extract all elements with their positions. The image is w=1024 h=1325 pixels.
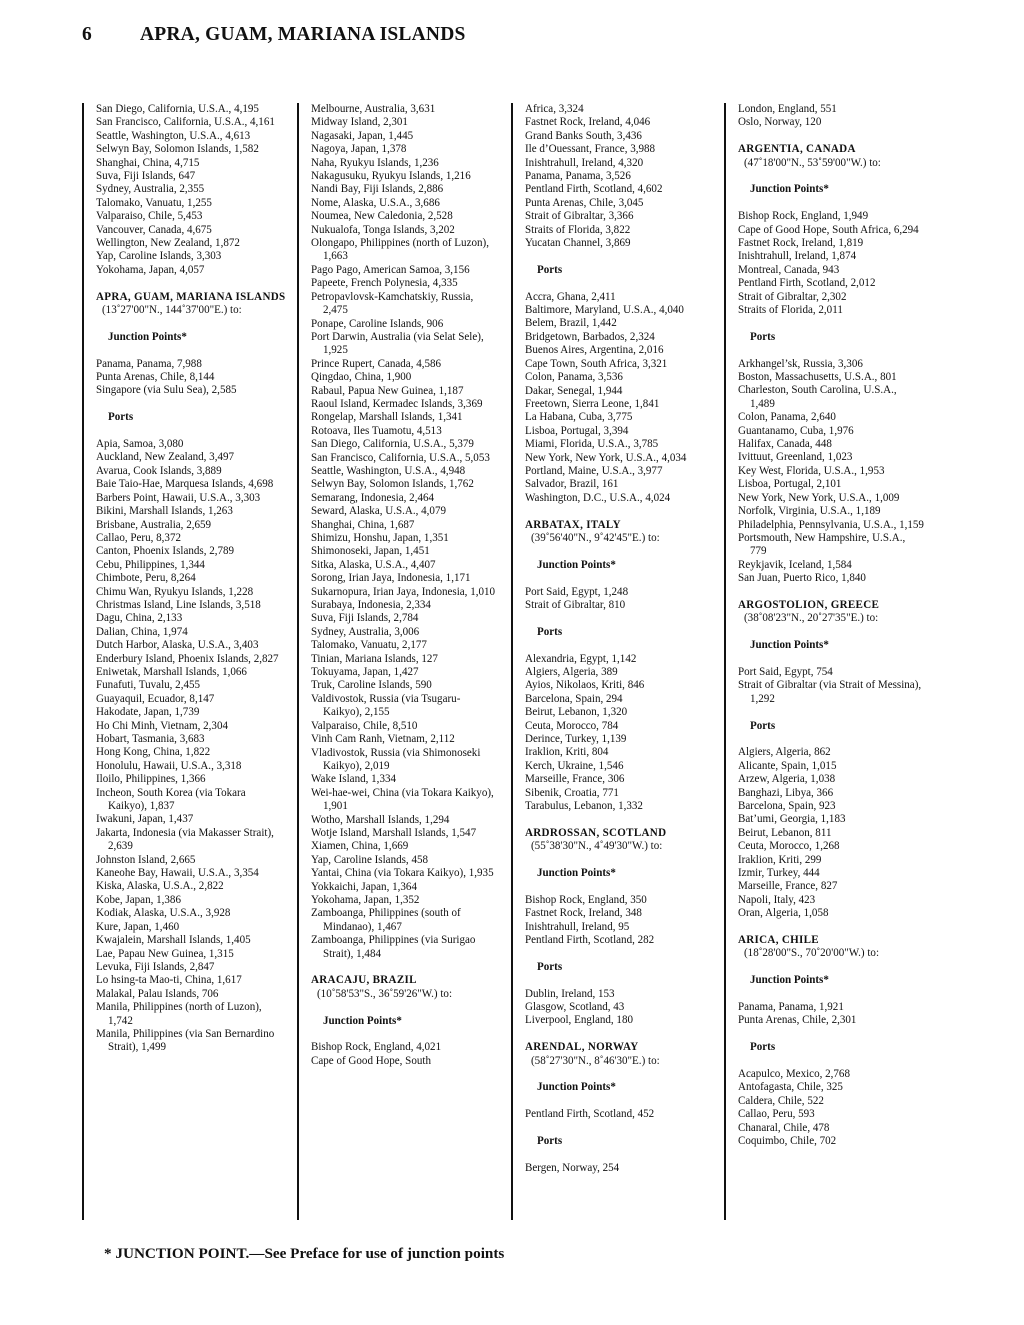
distance-entry: Sibenik, Croatia, 771 bbox=[525, 786, 619, 799]
distance-entry: Honolulu, Hawaii, U.S.A., 3,318 bbox=[96, 759, 242, 772]
distance-entry: Chimu Wan, Ryukyu Islands, 1,228 bbox=[96, 585, 254, 598]
distance-entry: Yokohama, Japan, 4,057 bbox=[96, 263, 205, 276]
distance-entry: Ho Chi Minh, Vietnam, 2,304 bbox=[96, 719, 229, 732]
distance-entry: Philadelphia, Pennsylvania, U.S.A., 1,159 bbox=[738, 518, 924, 531]
section-heading: ARENDAL, NORWAY bbox=[525, 1041, 639, 1054]
distance-entry: Funafuti, Tuvalu, 2,455 bbox=[96, 679, 201, 692]
distance-column-2 bbox=[297, 103, 497, 1220]
distance-entry: Reykjavik, Iceland, 1,584 bbox=[738, 558, 852, 571]
distance-entry: Hong Kong, China, 1,822 bbox=[96, 746, 211, 759]
distance-entry: Izmir, Turkey, 444 bbox=[738, 867, 820, 879]
distance-entry: Caldera, Chile, 522 bbox=[738, 1094, 824, 1107]
distance-entry: Bergen, Norway, 254 bbox=[525, 1161, 620, 1174]
distance-entry: Punta Arenas, Chile, 3,045 bbox=[525, 196, 644, 209]
distance-entry: Valparaiso, Chile, 8,510 bbox=[311, 719, 418, 732]
distance-entry: Napoli, Italy, 423 bbox=[738, 893, 816, 906]
distance-entry: Bishop Rock, England, 4,021 bbox=[311, 1041, 442, 1054]
distance-entry: Pentland Firth, Scotland, 282 bbox=[525, 934, 655, 947]
section-heading: ARGOSTOLION, GREECE bbox=[738, 598, 880, 611]
distance-entry: Bridgetown, Barbados, 2,324 bbox=[525, 330, 655, 343]
distance-entry: Nukualofa, Tonga Islands, 3,202 bbox=[311, 223, 455, 236]
distance-entry: Buenos Aires, Argentina, 2,016 bbox=[525, 344, 664, 357]
distance-entry: Yantai, China (via Tokara Kaikyo), 1,935 bbox=[311, 867, 494, 880]
distance-entry: Zamboanga, Philippines (via Surigao Strait), 1,484 bbox=[311, 934, 476, 960]
distance-entry: San Francisco, California, U.S.A., 5,053 bbox=[311, 451, 490, 464]
distance-entry: Pago Pago, American Samoa, 3,156 bbox=[311, 263, 470, 276]
distance-entry: Dublin, Ireland, 153 bbox=[525, 987, 615, 1000]
distance-entry: Inishtrahull, Ireland, 95 bbox=[525, 920, 630, 933]
distance-entry: Sydney, Australia, 2,355 bbox=[96, 183, 205, 196]
distance-entry: Bat’umi, Georgia, 1,183 bbox=[738, 813, 846, 826]
distance-entry: Truk, Caroline Islands, 590 bbox=[311, 679, 432, 692]
subsection-label: Junction Points* bbox=[323, 1014, 402, 1027]
subsection-label: Ports bbox=[537, 625, 563, 638]
distance-entry: Beirut, Lebanon, 1,320 bbox=[525, 706, 628, 719]
distance-entry: Derince, Turkey, 1,139 bbox=[525, 732, 627, 745]
distance-entry: Charleston, South Carolina, U.S.A., 1,489 bbox=[738, 384, 897, 410]
distance-entry: Africa, 3,324 bbox=[525, 103, 584, 115]
distance-entry: Kobe, Japan, 1,386 bbox=[96, 893, 181, 906]
section-coordinates: (38˚08'23"N., 20˚27'35"E.) to: bbox=[744, 612, 879, 625]
distance-entry: San Juan, Puerto Rico, 1,840 bbox=[738, 572, 866, 585]
distance-entry: Wotje Island, Marshall Islands, 1,547 bbox=[311, 826, 477, 839]
distance-entry: Kodiak, Alaska, U.S.A., 3,928 bbox=[96, 907, 231, 920]
distance-entry: Inishtrahull, Ireland, 1,874 bbox=[738, 250, 857, 263]
distance-entry: Barcelona, Spain, 294 bbox=[525, 692, 623, 705]
distance-entry: Guantanamo, Cuba, 1,976 bbox=[738, 424, 854, 437]
subsection-label: Junction Points* bbox=[750, 974, 829, 987]
section-heading: ARGENTIA, CANADA bbox=[738, 143, 856, 156]
distance-entry: Valparaiso, Chile, 5,453 bbox=[96, 210, 203, 223]
distance-entry: Colon, Panama, 2,640 bbox=[738, 411, 836, 424]
distance-entry: Sitka, Alaska, U.S.A., 4,407 bbox=[311, 558, 436, 571]
page-header bbox=[82, 24, 962, 46]
distance-entry: Barbers Point, Hawaii, U.S.A., 3,303 bbox=[96, 491, 261, 504]
distance-entry: Xiamen, China, 1,669 bbox=[311, 840, 409, 853]
subsection-label: Ports bbox=[537, 960, 563, 973]
distance-entry: Shanghai, China, 4,715 bbox=[96, 156, 200, 169]
distance-entry: Colon, Panama, 3,536 bbox=[525, 371, 623, 384]
distance-entry: Marseille, France, 827 bbox=[738, 880, 838, 893]
distance-entry: Prince Rupert, Canada, 4,586 bbox=[311, 357, 442, 370]
distance-entry: Dakar, Senegal, 1,944 bbox=[525, 384, 623, 397]
section-heading: APRA, GUAM, MARIANA ISLANDS bbox=[96, 290, 286, 303]
distance-entry: Portland, Maine, U.S.A., 3,977 bbox=[525, 464, 663, 477]
distance-entry: Incheon, South Korea (via Tokara Kaikyo), 1,837 bbox=[96, 786, 246, 813]
distance-entry: Cape of Good Hope, South bbox=[311, 1054, 431, 1067]
distance-entry: Singapore (via Sulu Sea), 2,585 bbox=[96, 384, 237, 397]
distance-entry: Oran, Algeria, 1,058 bbox=[738, 907, 829, 920]
distance-entry: Iwakuni, Japan, 1,437 bbox=[96, 813, 194, 826]
distance-entry: Dalian, China, 1,974 bbox=[96, 625, 188, 638]
section-coordinates: (58˚27'30"N., 8˚46'30"E.) to: bbox=[531, 1054, 660, 1067]
distance-entry: Canton, Phoenix Islands, 2,789 bbox=[96, 545, 235, 558]
distance-entry: Ceuta, Morocco, 784 bbox=[525, 719, 619, 732]
distance-entry: Arzew, Algeria, 1,038 bbox=[738, 773, 836, 786]
distance-entry: Wotho, Marshall Islands, 1,294 bbox=[311, 813, 450, 826]
distance-entry: Portsmouth, New Hampshire, U.S.A., 779 bbox=[738, 531, 906, 558]
distance-column-1 bbox=[82, 103, 286, 1220]
distance-entry: Antofagasta, Chile, 325 bbox=[738, 1081, 843, 1094]
distance-entry: Seward, Alaska, U.S.A., 4,079 bbox=[311, 505, 447, 518]
distance-entry: Panama, Panama, 1,921 bbox=[738, 1001, 844, 1014]
distance-entry: Salvador, Brazil, 161 bbox=[525, 478, 619, 491]
distance-entry: Straits of Florida, 2,011 bbox=[738, 304, 843, 317]
distance-entry: Selwyn Bay, Solomon Islands, 1,762 bbox=[311, 478, 474, 491]
distance-entry: Rotoava, Iles Tuamotu, 4,513 bbox=[311, 424, 442, 437]
section-coordinates: (39˚56'40"N., 9˚42'45"E.) to: bbox=[531, 531, 660, 544]
distance-entry: Miami, Florida, U.S.A., 3,785 bbox=[525, 438, 659, 451]
distance-entry: Beirut, Lebanon, 811 bbox=[738, 826, 832, 839]
distance-entry: Malakal, Palau Islands, 706 bbox=[96, 987, 219, 1000]
footnote: * JUNCTION POINT.—See Preface for use of junction points bbox=[104, 1245, 505, 1262]
distance-entry: Wei-hae-wei, China (via Tokara Kaikyo), 1,901 bbox=[311, 786, 494, 813]
distance-entry: Kerch, Ukraine, 1,546 bbox=[525, 759, 624, 772]
distance-entry: Tinian, Mariana Islands, 127 bbox=[311, 652, 438, 665]
distance-entry: Melbourne, Australia, 3,631 bbox=[311, 103, 436, 115]
distance-entry: Fastnet Rock, Ireland, 348 bbox=[525, 907, 642, 920]
distance-entry: Sukarnopura, Irian Jaya, Indonesia, 1,010 bbox=[311, 585, 496, 598]
distance-entry: Montreal, Canada, 943 bbox=[738, 263, 840, 276]
distance-entry: Banghazi, Libya, 366 bbox=[738, 786, 834, 799]
distance-entry: Iraklion, Kriti, 299 bbox=[738, 853, 822, 866]
distance-entry: Bikini, Marshall Islands, 1,263 bbox=[96, 505, 233, 518]
distance-entry: Semarang, Indonesia, 2,464 bbox=[311, 491, 435, 504]
section-coordinates: (18˚28'00"S., 70˚20'00"W.) to: bbox=[744, 947, 880, 960]
distance-entry: Iraklion, Kriti, 804 bbox=[525, 746, 609, 759]
distance-entry: Ponape, Caroline Islands, 906 bbox=[311, 317, 444, 330]
distance-column-4 bbox=[724, 103, 924, 1220]
distance-entry: Chanaral, Chile, 478 bbox=[738, 1121, 830, 1134]
distance-entry: Naha, Ryukyu Islands, 1,236 bbox=[311, 156, 439, 169]
distance-entry: Surabaya, Indonesia, 2,334 bbox=[311, 599, 431, 612]
distance-entry: Vinh Cam Ranh, Vietnam, 2,112 bbox=[311, 733, 455, 746]
distance-entry: Jakarta, Indonesia (via Makasser Strait), 2,639 bbox=[96, 826, 274, 853]
distance-entry: Talomako, Vanuatu, 2,177 bbox=[311, 639, 427, 652]
subsection-label: Junction Points* bbox=[750, 639, 829, 652]
section-coordinates: (47˚18'00"N., 53˚59'00"W.) to: bbox=[744, 156, 881, 169]
distance-entry: Wake Island, 1,334 bbox=[311, 773, 397, 786]
subsection-label: Junction Points* bbox=[537, 558, 616, 571]
distance-entry: Pentland Firth, Scotland, 2,012 bbox=[738, 277, 876, 290]
distance-entry: Yokohama, Japan, 1,352 bbox=[311, 893, 420, 906]
distance-entry: London, England, 551 bbox=[738, 103, 837, 115]
distance-entry: Nagoya, Japan, 1,378 bbox=[311, 143, 407, 156]
subsection-label: Junction Points* bbox=[750, 183, 829, 196]
distance-entry: Tarabulus, Lebanon, 1,332 bbox=[525, 800, 643, 813]
distance-entry: Lo hsing-ta Mao-ti, China, 1,617 bbox=[96, 974, 242, 987]
distance-entry: Ile d’Ouessant, France, 3,988 bbox=[525, 143, 656, 156]
subsection-label: Ports bbox=[537, 263, 563, 276]
distance-entry: Eniwetak, Marshall Islands, 1,066 bbox=[96, 665, 247, 678]
distance-entry: Alicante, Spain, 1,015 bbox=[738, 759, 837, 772]
distance-entry: Vancouver, Canada, 4,675 bbox=[96, 223, 212, 236]
section-coordinates: (10˚58'53"S., 36˚59'26"W.) to: bbox=[317, 987, 453, 1000]
distance-entry: Oslo, Norway, 120 bbox=[738, 116, 822, 129]
distance-entry: Selwyn Bay, Solomon Islands, 1,582 bbox=[96, 143, 259, 156]
distance-entry: Kwajalein, Marshall Islands, 1,405 bbox=[96, 934, 251, 947]
distance-entry: Papeete, French Polynesia, 4,335 bbox=[311, 277, 458, 290]
distance-entry: Noumea, New Caledonia, 2,528 bbox=[311, 210, 453, 223]
subsection-label: Ports bbox=[750, 719, 776, 732]
distance-entry: Baltimore, Maryland, U.S.A., 4,040 bbox=[525, 304, 684, 317]
distance-entry: Dagu, China, 2,133 bbox=[96, 612, 183, 625]
distance-entry: Algiers, Algeria, 389 bbox=[525, 665, 618, 678]
subsection-label: Junction Points* bbox=[537, 1081, 616, 1094]
section-coordinates: (13˚27'00"N., 144˚37'00"E.) to: bbox=[102, 304, 242, 317]
distance-entry: San Diego, California, U.S.A., 5,379 bbox=[311, 438, 474, 451]
distance-entry: Port Said, Egypt, 754 bbox=[738, 665, 833, 678]
distance-entry: Yokkaichi, Japan, 1,364 bbox=[311, 880, 417, 893]
distance-entry: Avarua, Cook Islands, 3,889 bbox=[96, 464, 222, 477]
distance-entry: Panama, Panama, 3,526 bbox=[525, 170, 631, 183]
distance-entry: Port Said, Egypt, 1,248 bbox=[525, 585, 629, 598]
distance-entry: Acapulco, Mexico, 2,768 bbox=[738, 1068, 850, 1081]
distance-entry: Vladivostok, Russia (via Shimonoseki Kaikyo), 2,019 bbox=[311, 746, 481, 772]
distance-entry: Tokuyama, Japan, 1,427 bbox=[311, 666, 419, 679]
distance-entry: Ivittuut, Greenland, 1,023 bbox=[738, 451, 853, 464]
distance-entry: Hakodate, Japan, 1,739 bbox=[96, 706, 200, 719]
distance-entry: Hobart, Tasmania, 3,683 bbox=[96, 733, 205, 746]
section-heading: ARBATAX, ITALY bbox=[525, 518, 621, 531]
distance-entry: Cebu, Philippines, 1,344 bbox=[96, 558, 205, 571]
distance-entry: Callao, Peru, 8,372 bbox=[96, 531, 181, 544]
distance-entry: Pentland Firth, Scotland, 4,602 bbox=[525, 183, 663, 196]
distance-entry: Marseille, France, 306 bbox=[525, 773, 625, 786]
distance-entry: Nome, Alaska, U.S.A., 3,686 bbox=[311, 196, 440, 209]
distance-entry: San Diego, California, U.S.A., 4,195 bbox=[96, 103, 259, 115]
distance-entry: Sorong, Irian Jaya, Indonesia, 1,171 bbox=[311, 572, 471, 585]
distance-entry: Port Darwin, Australia (via Selat Sele), 1,925 bbox=[311, 330, 484, 357]
distance-entry: Alexandria, Egypt, 1,142 bbox=[525, 652, 637, 665]
section-heading: ARACAJU, BRAZIL bbox=[311, 974, 417, 987]
distance-entry: San Francisco, California, U.S.A., 4,161 bbox=[96, 116, 275, 129]
distance-entry: Fastnet Rock, Ireland, 1,819 bbox=[738, 237, 864, 250]
distance-entry: Inishtrahull, Ireland, 4,320 bbox=[525, 156, 644, 169]
distance-entry: Raoul Island, Kermadec Islands, 3,369 bbox=[311, 397, 483, 410]
distance-entry: Talomako, Vanuatu, 1,255 bbox=[96, 196, 212, 209]
distance-entry: Iloilo, Philippines, 1,366 bbox=[96, 773, 206, 786]
distance-entry: Algiers, Algeria, 862 bbox=[738, 746, 831, 759]
subsection-label: Ports bbox=[750, 1041, 776, 1054]
distance-entry: Wellington, New Zealand, 1,872 bbox=[96, 237, 240, 250]
distance-entry: Kaneohe Bay, Hawaii, U.S.A., 3,354 bbox=[96, 867, 259, 880]
distance-entry: Suva, Fiji Islands, 2,784 bbox=[311, 612, 419, 625]
section-coordinates: (55˚38'30"N., 4˚49'30"W.) to: bbox=[531, 840, 663, 853]
distance-entry: Shimonoseki, Japan, 1,451 bbox=[311, 545, 430, 558]
section-heading: ARDROSSAN, SCOTLAND bbox=[525, 826, 667, 839]
page-number: 6 bbox=[82, 24, 92, 45]
distance-entry: Punta Arenas, Chile, 2,301 bbox=[738, 1014, 857, 1027]
distance-entry: Sydney, Australia, 3,006 bbox=[311, 625, 420, 638]
subsection-label: Junction Points* bbox=[108, 330, 187, 343]
distance-entry: Kure, Japan, 1,460 bbox=[96, 920, 180, 933]
distance-entry: Cape Town, South Africa, 3,321 bbox=[525, 357, 668, 370]
distance-entry: La Habana, Cuba, 3,775 bbox=[525, 411, 633, 424]
distance-entry: Callao, Peru, 593 bbox=[738, 1108, 815, 1121]
distance-entry: Johnston Island, 2,665 bbox=[96, 853, 196, 866]
page-title: APRA, GUAM, MARIANA ISLANDS bbox=[140, 24, 466, 45]
distance-entry: Cape of Good Hope, South Africa, 6,294 bbox=[738, 223, 919, 236]
distance-entry: Yap, Caroline Islands, 458 bbox=[311, 853, 429, 866]
distance-entry: Qingdao, China, 1,900 bbox=[311, 371, 412, 384]
distance-entry: Christmas Island, Line Islands, 3,518 bbox=[96, 598, 261, 611]
distance-entry: Kiska, Alaska, U.S.A., 2,822 bbox=[96, 880, 224, 893]
distance-entry: Enderbury Island, Phoenix Islands, 2,827 bbox=[96, 652, 279, 665]
distance-entry: Belem, Brazil, 1,442 bbox=[525, 317, 617, 330]
distance-entry: Lisboa, Portugal, 3,394 bbox=[525, 424, 629, 437]
distance-entry: Freetown, Sierra Leone, 1,841 bbox=[525, 397, 660, 410]
distance-entry: Accra, Ghana, 2,411 bbox=[525, 290, 616, 303]
distance-entry: Suva, Fiji Islands, 647 bbox=[96, 170, 196, 183]
distance-entry: Seattle, Washington, U.S.A., 4,948 bbox=[311, 464, 466, 477]
distance-entry: Strait of Gibraltar, 2,302 bbox=[738, 290, 847, 303]
distance-entry: Rabaul, Papua New Guinea, 1,187 bbox=[311, 384, 464, 397]
distance-entry: Ayios, Nikolaos, Kriti, 846 bbox=[525, 679, 645, 692]
distance-entry: Petropavlovsk-Kamchatskiy, Russia, 2,475 bbox=[311, 290, 474, 317]
distance-entry: Manila, Philippines (via San Bernardino Strait), 1,499 bbox=[96, 1027, 275, 1054]
subsection-label: Ports bbox=[750, 330, 776, 343]
subsection-label: Ports bbox=[537, 1135, 563, 1148]
distance-entry: New York, New York, U.S.A., 4,034 bbox=[525, 451, 687, 464]
subsection-label: Ports bbox=[108, 411, 134, 424]
distance-entry: Yap, Caroline Islands, 3,303 bbox=[96, 250, 222, 263]
distance-entry: Panama, Panama, 7,988 bbox=[96, 357, 202, 370]
distance-entry: Zamboanga, Philippines (south of Mindanao), 1,467 bbox=[311, 907, 461, 933]
distance-entry: Fastnet Rock, Ireland, 4,046 bbox=[525, 116, 651, 129]
distance-entry: Boston, Massachusetts, U.S.A., 801 bbox=[738, 371, 897, 384]
distance-entry: Auckland, New Zealand, 3,497 bbox=[96, 451, 235, 464]
distance-entry: Rongelap, Marshall Islands, 1,341 bbox=[311, 411, 463, 424]
distance-entry: Bishop Rock, England, 1,949 bbox=[738, 210, 869, 223]
distance-entry: Norfolk, Virginia, U.S.A., 1,189 bbox=[738, 505, 881, 518]
distance-entry: Ceuta, Morocco, 1,268 bbox=[738, 840, 840, 853]
subsection-label: Junction Points* bbox=[537, 867, 616, 880]
distance-entry: Guayaquil, Ecuador, 8,147 bbox=[96, 692, 215, 705]
distance-entry: Valdivostok, Russia (via Tsugaru-Kaikyo), 2,155 bbox=[311, 692, 461, 719]
distance-entry: Bishop Rock, England, 350 bbox=[525, 893, 647, 906]
distance-entry: Punta Arenas, Chile, 8,144 bbox=[96, 371, 215, 384]
distance-entry: Barcelona, Spain, 923 bbox=[738, 799, 836, 812]
distance-entry: Seattle, Washington, U.S.A., 4,613 bbox=[96, 129, 251, 142]
distance-entry: Liverpool, England, 180 bbox=[525, 1014, 633, 1027]
distance-entry: Nandi Bay, Fiji Islands, 2,886 bbox=[311, 183, 444, 196]
distance-entry: Shanghai, China, 1,687 bbox=[311, 518, 415, 531]
distance-entry: Lae, Papau New Guinea, 1,315 bbox=[96, 947, 234, 960]
distance-entry: Key West, Florida, U.S.A., 1,953 bbox=[738, 464, 885, 477]
distance-entry: Manila, Philippines (north of Luzon), 1,742 bbox=[96, 1001, 262, 1027]
distance-entry: Strait of Gibraltar, 3,366 bbox=[525, 210, 634, 223]
distance-entry: Lisboa, Portugal, 2,101 bbox=[738, 478, 842, 491]
distance-entry: Apia, Samoa, 3,080 bbox=[96, 438, 184, 451]
distance-entry: Coquimbo, Chile, 702 bbox=[738, 1135, 837, 1148]
distance-entry: Levuka, Fiji Islands, 2,847 bbox=[96, 960, 215, 973]
distance-entry: Yucatan Channel, 3,869 bbox=[525, 237, 631, 250]
distance-entry: Arkhangel’sk, Russia, 3,306 bbox=[738, 357, 863, 370]
distance-entry: Grand Banks South, 3,436 bbox=[525, 129, 642, 142]
distance-column-3 bbox=[511, 103, 711, 1220]
section-heading: ARICA, CHILE bbox=[738, 934, 819, 947]
distance-entry: Pentland Firth, Scotland, 452 bbox=[525, 1108, 655, 1121]
distance-entry: New York, New York, U.S.A., 1,009 bbox=[738, 491, 900, 504]
distance-entry: Halifax, Canada, 448 bbox=[738, 438, 832, 451]
distance-entry: Dutch Harbor, Alaska, U.S.A., 3,403 bbox=[96, 639, 259, 652]
distance-entry: Shimizu, Honshu, Japan, 1,351 bbox=[311, 532, 449, 544]
distance-entry: Washington, D.C., U.S.A., 4,024 bbox=[525, 491, 671, 504]
distance-entry: Strait of Gibraltar, 810 bbox=[525, 598, 626, 611]
distance-entry: Strait of Gibraltar (via Strait of Messina), 1,292 bbox=[738, 679, 922, 705]
distance-entry: Brisbane, Australia, 2,659 bbox=[96, 518, 212, 531]
distance-entry: Straits of Florida, 3,822 bbox=[525, 223, 631, 236]
distance-entry: Chimbote, Peru, 8,264 bbox=[96, 572, 196, 585]
distance-entry: Midway Island, 2,301 bbox=[311, 116, 408, 129]
distance-entry: Glasgow, Scotland, 43 bbox=[525, 1001, 625, 1014]
distance-entry: Olongapo, Philippines (north of Luzon), 1,663 bbox=[311, 237, 489, 263]
distance-entry: Baie Taio-Hae, Marquesa Islands, 4,698 bbox=[96, 478, 274, 491]
distance-entry: Nakagusuku, Ryukyu Islands, 1,216 bbox=[311, 170, 471, 183]
distance-entry: Nagasaki, Japan, 1,445 bbox=[311, 129, 414, 142]
